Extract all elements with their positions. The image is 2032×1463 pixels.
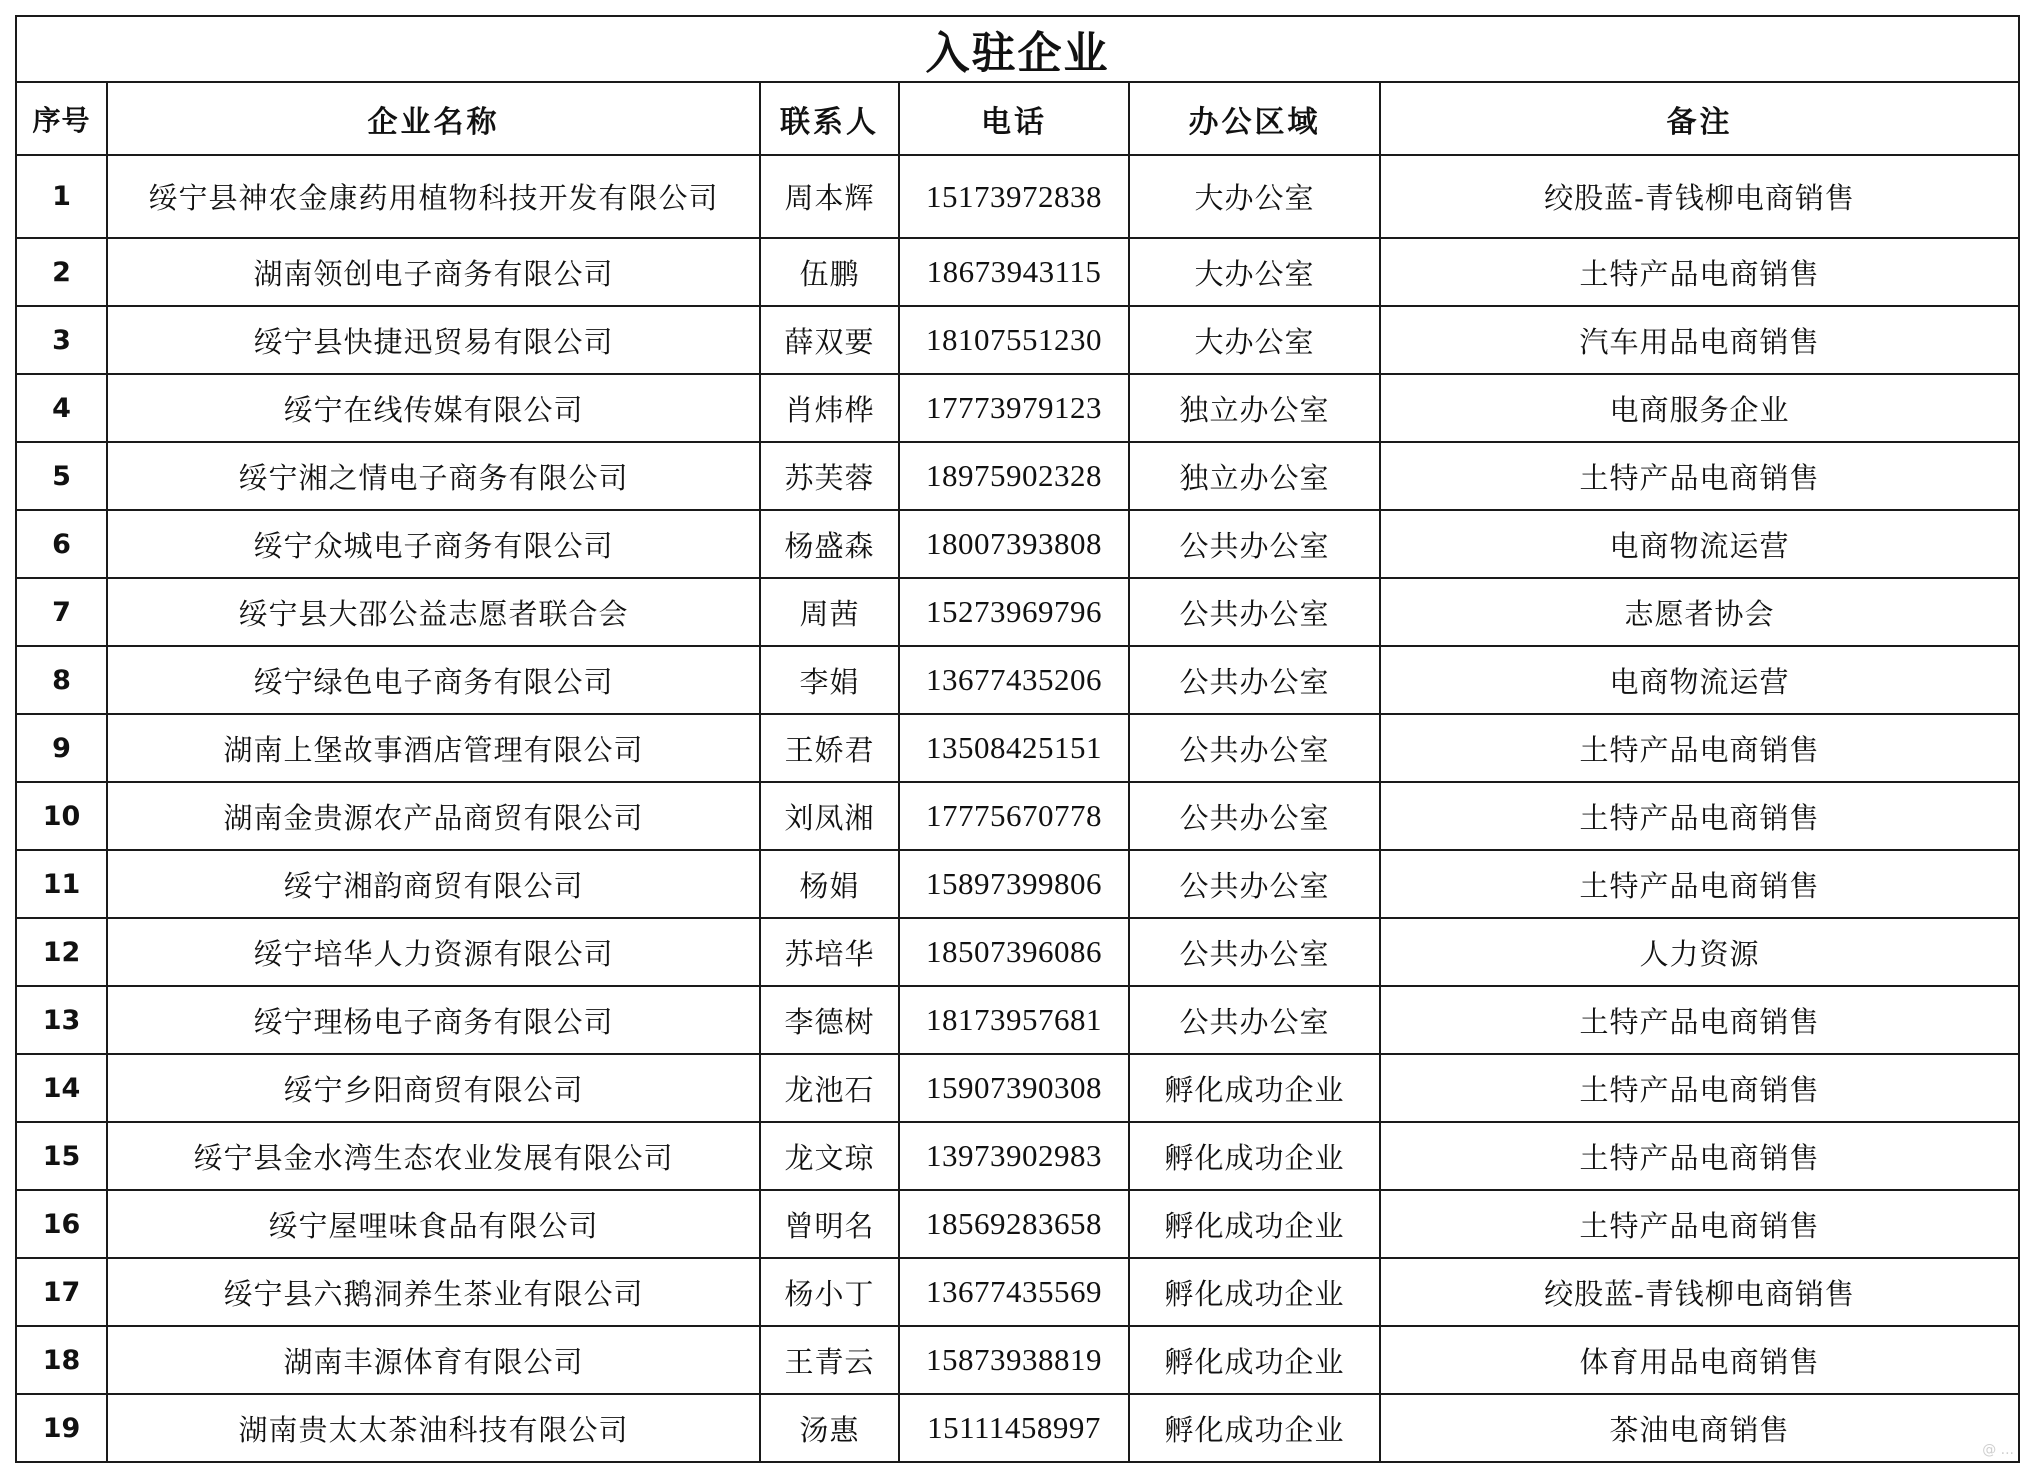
cell-index: 8 <box>16 646 107 714</box>
cell-phone: 13677435206 <box>899 646 1129 714</box>
cell-contact: 苏芙蓉 <box>760 442 899 510</box>
cell-remark: 体育用品电商销售 <box>1380 1326 2019 1394</box>
table-row <box>16 1394 2019 1462</box>
cell-index: 1 <box>16 155 107 238</box>
cell-index: 13 <box>16 986 107 1054</box>
cell-phone: 13677435569 <box>899 1258 1129 1326</box>
cell-company: 绥宁县神农金康药用植物科技开发有限公司 <box>107 155 760 238</box>
table-row <box>16 1054 2019 1122</box>
cell-remark: 土特产品电商销售 <box>1380 850 2019 918</box>
header-phone: 电话 <box>899 82 1129 155</box>
cell-contact: 肖炜桦 <box>760 374 899 442</box>
cell-index: 10 <box>16 782 107 850</box>
cell-contact: 周本辉 <box>760 155 899 238</box>
cell-office-area: 孵化成功企业 <box>1129 1394 1380 1462</box>
cell-office-area: 孵化成功企业 <box>1129 1258 1380 1326</box>
cell-company: 绥宁绿色电子商务有限公司 <box>107 646 760 714</box>
table-row <box>16 306 2019 374</box>
cell-remark: 茶油电商销售 <box>1380 1394 2019 1462</box>
table-row <box>16 238 2019 306</box>
cell-index: 7 <box>16 578 107 646</box>
table-row <box>16 782 2019 850</box>
cell-remark: 电商物流运营 <box>1380 646 2019 714</box>
table-row <box>16 155 2019 238</box>
table-row <box>16 442 2019 510</box>
cell-remark: 土特产品电商销售 <box>1380 442 2019 510</box>
cell-contact: 薛双要 <box>760 306 899 374</box>
cell-remark: 土特产品电商销售 <box>1380 1190 2019 1258</box>
cell-company: 湖南上堡故事酒店管理有限公司 <box>107 714 760 782</box>
cell-contact: 伍鹏 <box>760 238 899 306</box>
cell-company: 绥宁湘韵商贸有限公司 <box>107 850 760 918</box>
table-row <box>16 578 2019 646</box>
cell-contact: 杨娟 <box>760 850 899 918</box>
header-row <box>16 82 2019 155</box>
cell-remark: 绞股蓝-青钱柳电商销售 <box>1380 155 2019 238</box>
table-row <box>16 1326 2019 1394</box>
cell-office-area: 公共办公室 <box>1129 646 1380 714</box>
cell-company: 绥宁在线传媒有限公司 <box>107 374 760 442</box>
table-row <box>16 850 2019 918</box>
cell-contact: 曾明名 <box>760 1190 899 1258</box>
cell-company: 绥宁湘之情电子商务有限公司 <box>107 442 760 510</box>
cell-phone: 15111458997 <box>899 1394 1129 1462</box>
cell-company: 湖南领创电子商务有限公司 <box>107 238 760 306</box>
table-row <box>16 1122 2019 1190</box>
cell-contact: 李娟 <box>760 646 899 714</box>
cell-office-area: 孵化成功企业 <box>1129 1190 1380 1258</box>
cell-office-area: 独立办公室 <box>1129 374 1380 442</box>
cell-remark: 人力资源 <box>1380 918 2019 986</box>
cell-contact: 王娇君 <box>760 714 899 782</box>
cell-phone: 15173972838 <box>899 155 1129 238</box>
cell-index: 12 <box>16 918 107 986</box>
cell-index: 4 <box>16 374 107 442</box>
cell-remark: 土特产品电商销售 <box>1380 238 2019 306</box>
table-row <box>16 374 2019 442</box>
cell-contact: 刘凤湘 <box>760 782 899 850</box>
cell-office-area: 公共办公室 <box>1129 850 1380 918</box>
cell-company: 绥宁众城电子商务有限公司 <box>107 510 760 578</box>
header-index: 序号 <box>16 82 107 155</box>
cell-office-area: 大办公室 <box>1129 306 1380 374</box>
cell-phone: 18173957681 <box>899 986 1129 1054</box>
cell-phone: 18569283658 <box>899 1190 1129 1258</box>
cell-phone: 18007393808 <box>899 510 1129 578</box>
table-row <box>16 646 2019 714</box>
cell-office-area: 孵化成功企业 <box>1129 1054 1380 1122</box>
cell-contact: 周茜 <box>760 578 899 646</box>
cell-office-area: 独立办公室 <box>1129 442 1380 510</box>
cell-contact: 龙池石 <box>760 1054 899 1122</box>
cell-phone: 18507396086 <box>899 918 1129 986</box>
cell-office-area: 公共办公室 <box>1129 782 1380 850</box>
cell-phone: 15897399806 <box>899 850 1129 918</box>
cell-contact: 苏培华 <box>760 918 899 986</box>
cell-remark: 绞股蓝-青钱柳电商销售 <box>1380 1258 2019 1326</box>
table-row <box>16 986 2019 1054</box>
cell-remark: 土特产品电商销售 <box>1380 782 2019 850</box>
cell-index: 11 <box>16 850 107 918</box>
cell-phone: 18975902328 <box>899 442 1129 510</box>
header-contact: 联系人 <box>760 82 899 155</box>
cell-office-area: 孵化成功企业 <box>1129 1326 1380 1394</box>
table-row <box>16 1190 2019 1258</box>
cell-index: 3 <box>16 306 107 374</box>
cell-remark: 志愿者协会 <box>1380 578 2019 646</box>
cell-remark: 土特产品电商销售 <box>1380 986 2019 1054</box>
table-body <box>16 155 2019 1462</box>
cell-contact: 王青云 <box>760 1326 899 1394</box>
watermark: @ ... <box>1982 1442 2014 1458</box>
cell-office-area: 大办公室 <box>1129 238 1380 306</box>
cell-index: 19 <box>16 1394 107 1462</box>
cell-index: 6 <box>16 510 107 578</box>
header-company: 企业名称 <box>107 82 760 155</box>
cell-phone: 15907390308 <box>899 1054 1129 1122</box>
cell-remark: 汽车用品电商销售 <box>1380 306 2019 374</box>
cell-company: 绥宁县快捷迅贸易有限公司 <box>107 306 760 374</box>
cell-index: 5 <box>16 442 107 510</box>
cell-index: 16 <box>16 1190 107 1258</box>
cell-contact: 李德树 <box>760 986 899 1054</box>
cell-company: 绥宁县金水湾生态农业发展有限公司 <box>107 1122 760 1190</box>
cell-office-area: 公共办公室 <box>1129 510 1380 578</box>
enterprise-sheet <box>15 15 2018 1463</box>
cell-company: 绥宁县六鹅洞养生茶业有限公司 <box>107 1258 760 1326</box>
cell-phone: 18673943115 <box>899 238 1129 306</box>
cell-remark: 土特产品电商销售 <box>1380 714 2019 782</box>
cell-phone: 18107551230 <box>899 306 1129 374</box>
table-row <box>16 1258 2019 1326</box>
cell-remark: 电商物流运营 <box>1380 510 2019 578</box>
cell-office-area: 孵化成功企业 <box>1129 1122 1380 1190</box>
cell-phone: 15873938819 <box>899 1326 1129 1394</box>
cell-contact: 杨小丁 <box>760 1258 899 1326</box>
cell-company: 绥宁屋哩味食品有限公司 <box>107 1190 760 1258</box>
cell-office-area: 公共办公室 <box>1129 714 1380 782</box>
header-office-area: 办公区域 <box>1129 82 1380 155</box>
cell-phone: 17773979123 <box>899 374 1129 442</box>
cell-remark: 电商服务企业 <box>1380 374 2019 442</box>
cell-contact: 杨盛森 <box>760 510 899 578</box>
cell-phone: 13508425151 <box>899 714 1129 782</box>
cell-phone: 17775670778 <box>899 782 1129 850</box>
cell-index: 9 <box>16 714 107 782</box>
cell-index: 15 <box>16 1122 107 1190</box>
cell-index: 14 <box>16 1054 107 1122</box>
cell-company: 绥宁乡阳商贸有限公司 <box>107 1054 760 1122</box>
enterprise-table <box>15 15 2020 1463</box>
cell-index: 18 <box>16 1326 107 1394</box>
table-row <box>16 918 2019 986</box>
table-row <box>16 510 2019 578</box>
cell-contact: 龙文琼 <box>760 1122 899 1190</box>
table-row <box>16 714 2019 782</box>
cell-company: 绥宁县大邵公益志愿者联合会 <box>107 578 760 646</box>
cell-remark: 土特产品电商销售 <box>1380 1122 2019 1190</box>
cell-company: 绥宁理杨电子商务有限公司 <box>107 986 760 1054</box>
cell-remark: 土特产品电商销售 <box>1380 1054 2019 1122</box>
cell-office-area: 公共办公室 <box>1129 918 1380 986</box>
cell-office-area: 大办公室 <box>1129 155 1380 238</box>
cell-company: 湖南金贵源农产品商贸有限公司 <box>107 782 760 850</box>
cell-index: 2 <box>16 238 107 306</box>
table-title: 入驻企业 <box>16 16 2019 82</box>
cell-office-area: 公共办公室 <box>1129 578 1380 646</box>
cell-company: 绥宁培华人力资源有限公司 <box>107 918 760 986</box>
cell-company: 湖南丰源体育有限公司 <box>107 1326 760 1394</box>
cell-company: 湖南贵太太茶油科技有限公司 <box>107 1394 760 1462</box>
header-remark: 备注 <box>1380 82 2019 155</box>
cell-contact: 汤惠 <box>760 1394 899 1462</box>
cell-index: 17 <box>16 1258 107 1326</box>
cell-office-area: 公共办公室 <box>1129 986 1380 1054</box>
cell-phone: 13973902983 <box>899 1122 1129 1190</box>
cell-phone: 15273969796 <box>899 578 1129 646</box>
